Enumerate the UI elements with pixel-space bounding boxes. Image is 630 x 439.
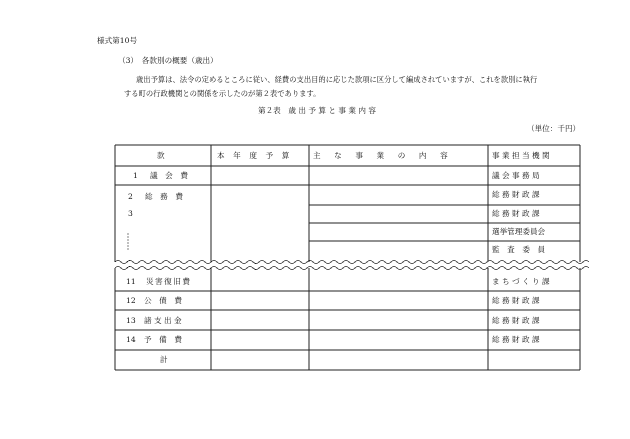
- row-kan-name: 公 債 費: [144, 296, 182, 305]
- row-dept: 総 務 財 政 課: [492, 296, 540, 305]
- row-dept: 選挙管理委員会: [492, 227, 546, 236]
- row-kan-name: 災害復旧費: [146, 277, 192, 286]
- row-no: 1: [133, 171, 138, 180]
- header-content: 主 な 事 業 の 内 容: [313, 151, 451, 160]
- header-kan: 款: [157, 151, 165, 160]
- row-dept: 総 務 財 政 課: [492, 209, 540, 218]
- row-no: 13: [126, 316, 136, 325]
- paragraph-line-1: 歳出予算は、法令の定めるところに従い、経費の支出目的に応じた款項に区分して編成されていますが、これを款別に執行: [136, 75, 538, 84]
- row-dept: 総 務 財 政 課: [492, 190, 540, 199]
- section-heading: （3） 各款別の概要（歳出）: [118, 56, 218, 65]
- row-dept: 監 査 委 員: [492, 245, 546, 254]
- row-no: 3: [128, 209, 133, 218]
- form-number: 様式第10号: [97, 36, 138, 45]
- row-dept: 議 会 事 務 局: [492, 171, 540, 180]
- row-dept: ま ち づ く り 課: [492, 277, 550, 286]
- row-no: 2: [128, 192, 133, 201]
- row-dept: 総 務 財 政 課: [492, 316, 540, 325]
- header-dept: 事 業 担 当 機 関: [492, 151, 550, 160]
- row-no: 11: [126, 277, 136, 286]
- row-kan-name: 諸支出金: [144, 316, 184, 325]
- row-kan-name: 議 会 費: [150, 171, 188, 180]
- header-budget: 本 年 度 予 算: [217, 151, 290, 160]
- row-dept: 総 務 財 政 課: [492, 335, 540, 344]
- table-title: 第２表 歳 出 予 算 と 事 業 内 容: [258, 106, 377, 115]
- row-kan-name: 総 務 費: [145, 192, 183, 201]
- row-no: 14: [126, 335, 136, 344]
- row-kan-name: 予 備 費: [144, 335, 182, 344]
- paragraph-line-2: する町の行政機関との関係を示したのが第２表であります。: [124, 89, 321, 98]
- row-no: 12: [126, 296, 136, 305]
- total-label: 計: [160, 355, 168, 364]
- vertical-ellipsis-icon: [127, 233, 128, 249]
- unit-note: （単位：千円）: [527, 124, 581, 133]
